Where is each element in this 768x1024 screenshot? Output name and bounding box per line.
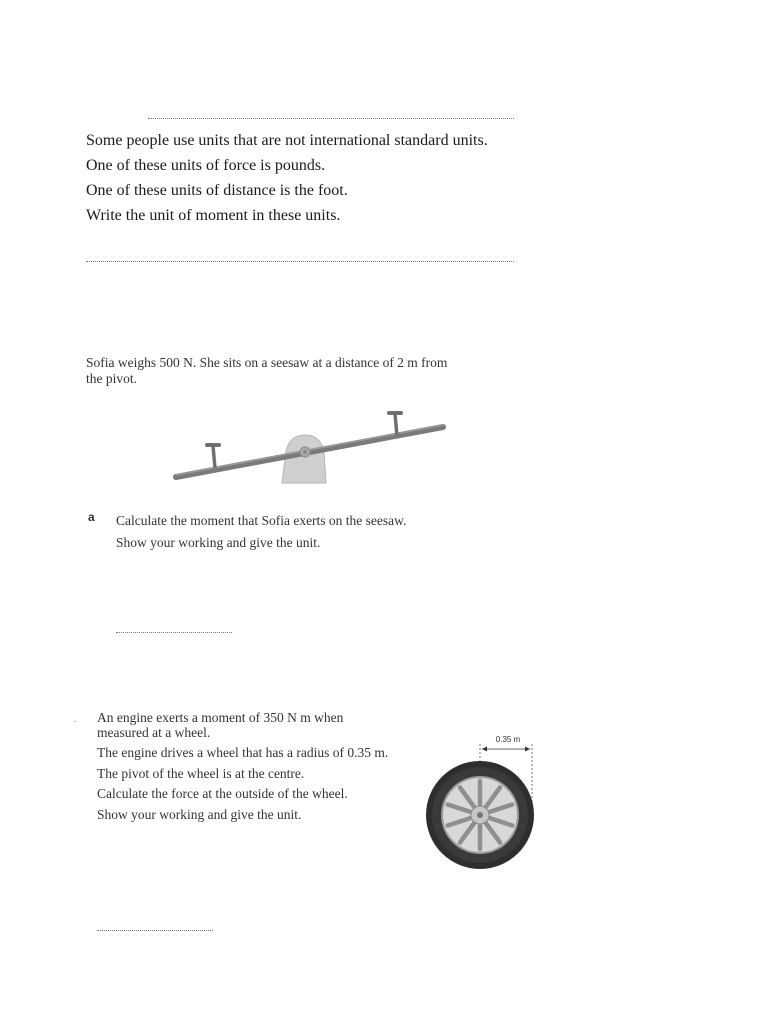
- question-1: [86, 128, 546, 228]
- question-1-line-1: Some people use units that are not international standard units.: [86, 132, 488, 149]
- question-2-intro: Sofia weighs 500 N. She sits on a seesaw at a distance of 2 m from the pivot.: [86, 355, 448, 386]
- answer-line-question-1[interactable]: [86, 261, 514, 262]
- answer-line-top[interactable]: [148, 118, 514, 119]
- part-a-text: [116, 510, 476, 554]
- seesaw-handle-left: [213, 446, 215, 468]
- seesaw-pivot-support: [282, 435, 326, 483]
- answer-line-question-3[interactable]: [97, 930, 213, 931]
- seesaw-illustration: [170, 405, 450, 487]
- question-3-paragraph-2: The engine drives a wheel that has a radius of 0.35 m.: [97, 745, 389, 761]
- part-a-label: a: [88, 510, 95, 524]
- question-3-marker: .: [74, 714, 77, 725]
- question-1-line-2: One of these units of force is pounds.: [86, 157, 326, 174]
- question-3-paragraph-1: An engine exerts a moment of 350 N m when measured at a wheel.: [97, 710, 344, 740]
- part-a-line-1: Calculate the moment that Sofia exerts on the seesaw.: [116, 513, 407, 528]
- question-3: [97, 711, 397, 829]
- part-a-line-2: Show your working and give the unit.: [116, 535, 321, 550]
- question-3-paragraph-4: Calculate the force at the outside of the wheel.: [97, 786, 348, 802]
- question-1-line-4: Write the unit of moment in these units.: [86, 207, 341, 224]
- seesaw-handle-right: [395, 414, 397, 436]
- question-1-line-3: One of these units of distance is the foot.: [86, 182, 348, 199]
- radius-label: 0.35 m: [495, 735, 521, 744]
- question-3-paragraph-5: Show your working and give the unit.: [97, 806, 302, 822]
- wheel-diagram: [420, 730, 540, 875]
- answer-line-question-2[interactable]: [116, 632, 232, 633]
- question-3-paragraph-3: The pivot of the wheel is at the centre.: [97, 765, 305, 781]
